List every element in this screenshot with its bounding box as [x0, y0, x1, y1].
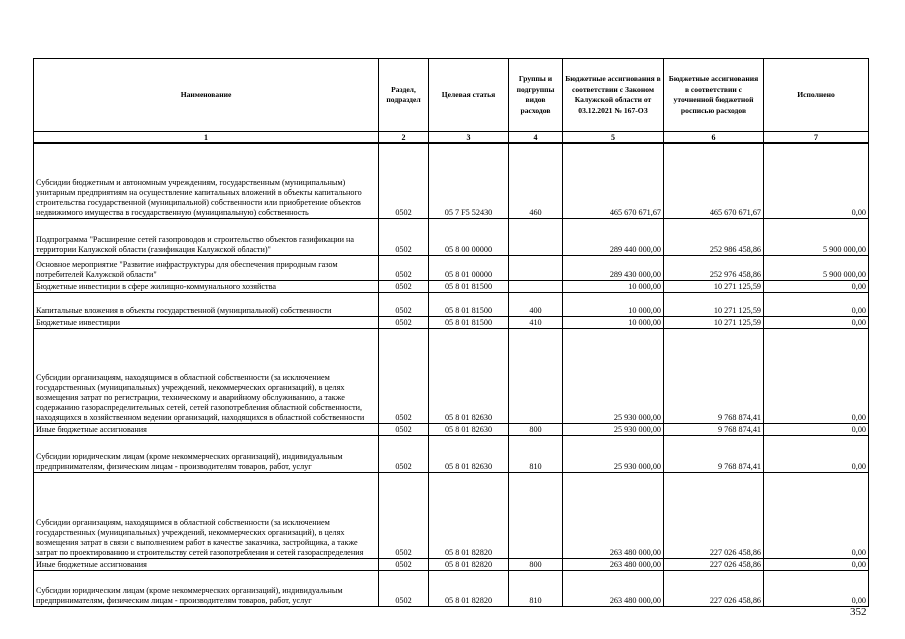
- row-name: Иные бюджетные ассигнования: [34, 558, 379, 570]
- row-section: 0502: [379, 316, 429, 328]
- row-executed: 5 900 000,00: [764, 218, 869, 255]
- row-section: 0502: [379, 255, 429, 280]
- table-row: [34, 316, 869, 328]
- column-number: 2: [379, 132, 429, 144]
- row-name: Иные бюджетные ассигнования: [34, 423, 379, 435]
- header-section: Раздел, подраздел: [379, 59, 429, 132]
- row-section: 0502: [379, 292, 429, 316]
- row-name: Основное мероприятие "Развитие инфраструктуры для обеспечения природным газом потребителей Калужской области": [34, 255, 379, 280]
- row-law-allocation: 25 930 000,00: [563, 328, 664, 423]
- row-expense-group: [509, 472, 563, 558]
- row-law-allocation: 10 000,00: [563, 316, 664, 328]
- row-executed: 0,00: [764, 570, 869, 606]
- row-refined-allocation: 10 271 125,59: [664, 280, 764, 292]
- row-expense-group: [509, 280, 563, 292]
- row-target-article: 05 8 01 81500: [429, 292, 509, 316]
- row-name: Субсидии юридическим лицам (кроме некоммерческих организаций), индивидуальным предпринимателям, физическим лицам - производителям товаров, работ, услуг: [34, 570, 379, 606]
- column-number: 4: [509, 132, 563, 144]
- row-name: Подпрограмма "Расширение сетей газопроводов и строительство объектов газификации на территории Калужской области (газификация Калужской области)": [34, 218, 379, 255]
- header-target-article: Целевая статья: [429, 59, 509, 132]
- column-number: 1: [34, 132, 379, 144]
- row-law-allocation: 25 930 000,00: [563, 435, 664, 472]
- table-row: [34, 558, 869, 570]
- row-section: 0502: [379, 423, 429, 435]
- page-number: 352: [850, 606, 867, 618]
- table-row: [34, 143, 869, 218]
- row-executed: 0,00: [764, 280, 869, 292]
- row-section: 0502: [379, 570, 429, 606]
- table-row: [34, 435, 869, 472]
- row-name: Субсидии юридическим лицам (кроме некоммерческих организаций), индивидуальным предпринимателям, физическим лицам - производителям товаров, работ, услуг: [34, 435, 379, 472]
- table-row: [34, 423, 869, 435]
- row-target-article: 05 7 F5 52430: [429, 143, 509, 218]
- row-target-article: 05 8 01 82630: [429, 435, 509, 472]
- row-law-allocation: 263 480 000,00: [563, 570, 664, 606]
- row-executed: 0,00: [764, 316, 869, 328]
- row-refined-allocation: 9 768 874,41: [664, 435, 764, 472]
- row-expense-group: 810: [509, 570, 563, 606]
- row-target-article: 05 8 01 81500: [429, 316, 509, 328]
- row-expense-group: [509, 328, 563, 423]
- row-target-article: 05 8 01 81500: [429, 280, 509, 292]
- row-law-allocation: 263 480 000,00: [563, 472, 664, 558]
- row-target-article: 05 8 01 00000: [429, 255, 509, 280]
- row-law-allocation: 289 430 000,00: [563, 255, 664, 280]
- row-expense-group: 460: [509, 143, 563, 218]
- row-section: 0502: [379, 280, 429, 292]
- row-target-article: 05 8 01 82630: [429, 423, 509, 435]
- row-name: Капитальные вложения в объекты государственной (муниципальной) собственности: [34, 292, 379, 316]
- header-expense-group: Группы и подгруппы видов расходов: [509, 59, 563, 132]
- row-name: Субсидии организациям, находящимся в областной собственности (за исключением государственных (муниципальных) учреждений, некоммерческих организаций), в целях возмещения затрат по регистрации, техническому и аварийному обслуживанию, а также содержанию газораспределительных сетей, сетей газопотребления областной собственности, находящихся в хозяйственном ведении организаций, находящихся в областной собственности: [34, 328, 379, 423]
- row-target-article: 05 8 01 82820: [429, 570, 509, 606]
- row-law-allocation: 465 670 671,67: [563, 143, 664, 218]
- row-section: 0502: [379, 218, 429, 255]
- row-executed: 0,00: [764, 292, 869, 316]
- row-expense-group: [509, 218, 563, 255]
- row-target-article: 05 8 01 82630: [429, 328, 509, 423]
- row-name: Субсидии организациям, находящимся в областной собственности (за исключением государственных (муниципальных) учреждений, некоммерческих организаций), в целях возмещения затрат в связи с выполнением работ в качестве заказчика, застройщика, а также затрат по проектированию и строительству сетей газопотребления и сетей газораспределения: [34, 472, 379, 558]
- table-row: [34, 255, 869, 280]
- header-law-allocation: Бюджетные ассигнования в соответствии с Законом Калужской области от 03.12.2021 № 167-ОЗ: [563, 59, 664, 132]
- row-executed: 5 900 000,00: [764, 255, 869, 280]
- row-law-allocation: 10 000,00: [563, 280, 664, 292]
- row-executed: 0,00: [764, 143, 869, 218]
- table-row: [34, 472, 869, 558]
- row-target-article: 05 8 01 82820: [429, 472, 509, 558]
- row-expense-group: 400: [509, 292, 563, 316]
- row-refined-allocation: 10 271 125,59: [664, 316, 764, 328]
- row-refined-allocation: 10 271 125,59: [664, 292, 764, 316]
- table-row: [34, 570, 869, 606]
- row-section: 0502: [379, 143, 429, 218]
- row-name: Субсидии бюджетным и автономным учреждениям, государственным (муниципальным) унитарным предприятиям на осуществление капитальных вложений в объекты капитального строительства государственной (муниципальной) собственности или приобретение объектов недвижимого имущества в государственную (муниципальную) собственность: [34, 143, 379, 218]
- table-header: [34, 59, 869, 144]
- budget-table: [33, 58, 869, 607]
- row-refined-allocation: 227 026 458,86: [664, 558, 764, 570]
- row-refined-allocation: 9 768 874,41: [664, 423, 764, 435]
- row-target-article: 05 8 01 82820: [429, 558, 509, 570]
- row-section: 0502: [379, 435, 429, 472]
- row-law-allocation: 263 480 000,00: [563, 558, 664, 570]
- column-number: 6: [664, 132, 764, 144]
- row-section: 0502: [379, 472, 429, 558]
- row-target-article: 05 8 00 00000: [429, 218, 509, 255]
- row-expense-group: 800: [509, 423, 563, 435]
- row-expense-group: 410: [509, 316, 563, 328]
- row-name: Бюджетные инвестиции в сфере жилищно-коммунального хозяйства: [34, 280, 379, 292]
- row-expense-group: 810: [509, 435, 563, 472]
- row-law-allocation: 25 930 000,00: [563, 423, 664, 435]
- row-refined-allocation: 252 976 458,86: [664, 255, 764, 280]
- column-number: 5: [563, 132, 664, 144]
- column-number: 7: [764, 132, 869, 144]
- row-expense-group: [509, 255, 563, 280]
- table-body: [34, 143, 869, 606]
- row-executed: 0,00: [764, 435, 869, 472]
- row-expense-group: 800: [509, 558, 563, 570]
- row-refined-allocation: 227 026 458,86: [664, 472, 764, 558]
- table-row: [34, 280, 869, 292]
- row-section: 0502: [379, 328, 429, 423]
- row-executed: 0,00: [764, 423, 869, 435]
- table-row: [34, 292, 869, 316]
- header-refined-allocation: Бюджетные ассигнования в соответствии с уточненной бюджетной росписью расходов: [664, 59, 764, 132]
- row-refined-allocation: 252 986 458,86: [664, 218, 764, 255]
- row-section: 0502: [379, 558, 429, 570]
- row-refined-allocation: 465 670 671,67: [664, 143, 764, 218]
- table-row: [34, 328, 869, 423]
- column-number: 3: [429, 132, 509, 144]
- header-executed: Исполнено: [764, 59, 869, 132]
- row-executed: 0,00: [764, 558, 869, 570]
- row-executed: 0,00: [764, 328, 869, 423]
- table-row: [34, 218, 869, 255]
- header-name: Наименование: [34, 59, 379, 132]
- row-refined-allocation: 9 768 874,41: [664, 328, 764, 423]
- row-law-allocation: 289 440 000,00: [563, 218, 664, 255]
- row-law-allocation: 10 000,00: [563, 292, 664, 316]
- row-name: Бюджетные инвестиции: [34, 316, 379, 328]
- row-executed: 0,00: [764, 472, 869, 558]
- row-refined-allocation: 227 026 458,86: [664, 570, 764, 606]
